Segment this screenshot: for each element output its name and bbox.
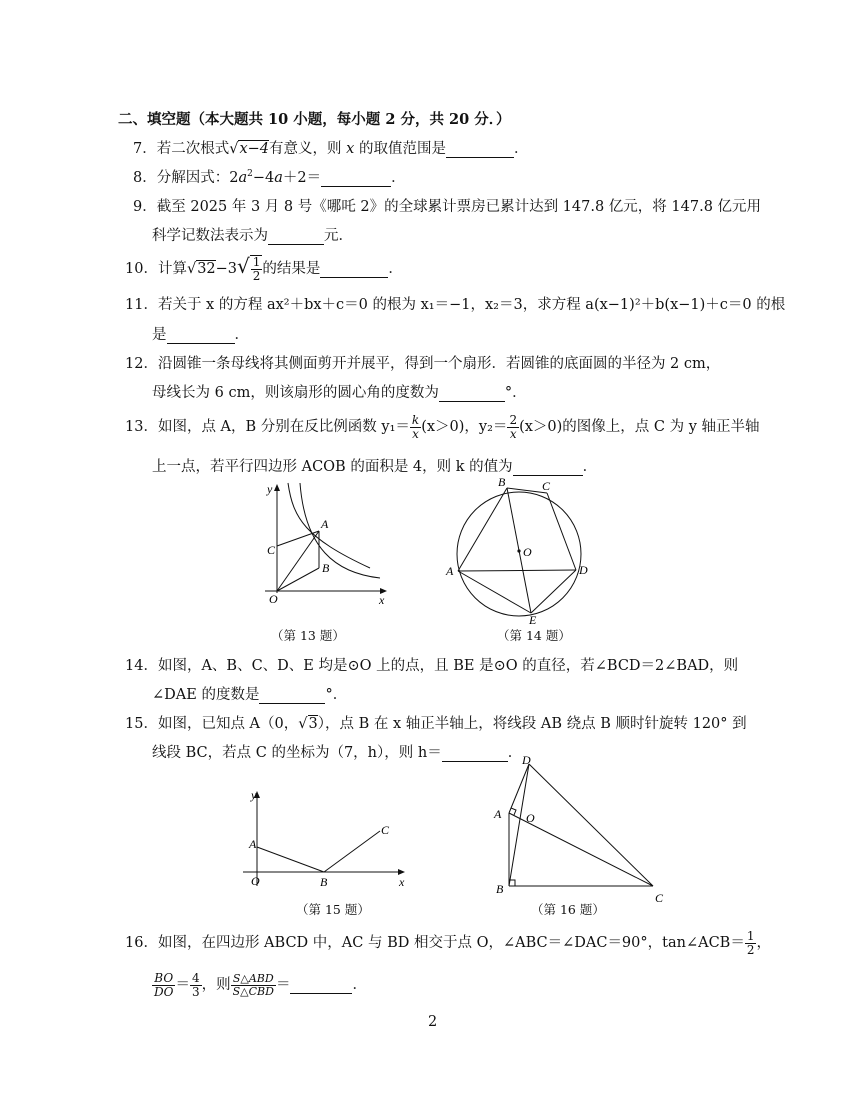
answer-blank [290, 977, 352, 994]
answer-blank [167, 327, 235, 344]
denominator: S△CBD [232, 984, 274, 998]
question-9 [133, 195, 761, 216]
question-14-line2 [152, 683, 347, 704]
text: ∠DAE 的度数是 [152, 687, 260, 703]
label-A: A [249, 837, 257, 851]
numerator: BO [152, 972, 175, 986]
text: ， [756, 935, 771, 952]
text: 截至 2025 年 3 月 8 号《哪吒 2》的全球累计票房已累计达到 147.8 亿元，将 147.8 亿元用 [156, 199, 762, 215]
y-arrow [274, 484, 280, 491]
question-number: 8． [133, 170, 157, 186]
text: ． [582, 459, 598, 475]
denominator: 2 [252, 269, 261, 283]
seg-AD [509, 764, 529, 813]
text: ． [388, 261, 403, 277]
text: 的取值范围是 [354, 141, 446, 157]
denominator: x [509, 426, 517, 441]
answer-blank [259, 687, 325, 704]
numerator: 1 [252, 255, 261, 270]
question-9-line2 [152, 224, 353, 245]
numerator: S△ABD [231, 973, 276, 986]
caption-15: （第 15 题） [296, 902, 370, 917]
question-15-line2 [152, 741, 522, 762]
question-7: 7．若二次根式√x−4有意义，则 x 的取值范围是 ． [133, 141, 529, 157]
label-D: D [522, 753, 531, 767]
circle-O [457, 492, 581, 616]
question-11 [125, 293, 785, 314]
question-12-line2 [152, 381, 527, 402]
label-B: B [498, 475, 506, 489]
variable: a [238, 170, 248, 186]
text: −3 [215, 261, 238, 277]
figure-13 [255, 478, 395, 628]
label-A: A [494, 807, 502, 821]
text: 的结果是 [262, 261, 321, 277]
numerator: 1 [746, 929, 755, 943]
text: (x＞0)，y₂＝ [421, 419, 508, 436]
label-C: C [267, 543, 276, 557]
text: ），点 B 在 x 轴正半轴上，将线段 AB 绕点 B 顺时针旋转 120° 到 [317, 716, 747, 732]
question-14 [125, 654, 738, 675]
label-O: O [523, 545, 532, 559]
question-13-line2 [152, 455, 597, 476]
radicand: 3 [308, 716, 318, 732]
label-A: A [446, 564, 454, 578]
denominator: 2 [746, 942, 755, 957]
label-O: O [526, 811, 535, 825]
seg-OA [277, 531, 319, 591]
text: 计算 [157, 261, 187, 277]
answer-blank [321, 170, 391, 187]
question-11-line2 [152, 323, 249, 344]
label-O: O [251, 874, 260, 888]
question-16 [125, 930, 771, 956]
answer-blank [446, 141, 514, 158]
denominator: DO [154, 984, 174, 999]
label-E: E [529, 613, 537, 627]
numerator: 2 [509, 413, 518, 427]
seg-AD [458, 570, 576, 571]
question-number: 16． [125, 935, 158, 952]
variable: x [346, 141, 355, 157]
fraction [152, 972, 175, 998]
text: 如图，已知点 A（0， [157, 716, 299, 732]
numerator: k [411, 413, 420, 427]
variable: a [274, 170, 283, 186]
curve-2 [300, 483, 380, 578]
label-A: A [321, 517, 329, 531]
answer-blank [268, 228, 324, 245]
fraction [507, 414, 519, 440]
label-B: B [322, 561, 330, 575]
text: (x＞0)的图像上，点 C 为 y 轴正半轴 [519, 419, 760, 436]
question-number: 15． [125, 716, 158, 732]
seg-CA [277, 531, 319, 546]
center-dot [517, 549, 520, 552]
text: ． [391, 170, 406, 186]
seg-AB [257, 847, 324, 872]
radicand: 32 [197, 261, 216, 277]
question-16-line2 [152, 972, 367, 998]
fraction [190, 972, 202, 998]
question-number: 11． [125, 297, 158, 313]
text: ＋2＝ [282, 170, 322, 186]
text: °． [504, 385, 527, 401]
label-x: x [379, 593, 385, 607]
text: 线段 BC，若点 C 的坐标为（7，h），则 h＝ [152, 745, 442, 761]
radicand: x−4 [239, 141, 270, 157]
question-number: 10． [125, 261, 158, 277]
seg-OB [277, 568, 319, 591]
seg-AE [458, 571, 531, 613]
text: 若关于 x 的方程 ax²＋bx＋c＝0 的根为 x₁＝−1，x₂＝3，求方程 a(x−1)²＋b(x−1)＋c＝0 的根 [157, 297, 786, 313]
seg-BC [324, 831, 380, 872]
question-15: 15．如图，已知点 A（0，√3），点 B 在 x 轴正半轴上，将线段 AB 绕点 B 顺时针旋转 120° 到 [125, 716, 747, 732]
text: ． [507, 745, 523, 761]
denominator: 3 [191, 984, 200, 999]
fraction [410, 414, 421, 440]
text: 沿圆锥一条母线将其侧面剪开并展平，得到一个扇形．若圆锥的底面圆的半径为 2 cm， [157, 356, 721, 372]
text: 如图，点 A，B 分别在反比例函数 y₁＝ [157, 419, 410, 436]
caption-13: （第 13 题） [271, 628, 345, 643]
answer-blank [439, 385, 505, 402]
label-C: C [542, 479, 551, 493]
section-title: 二、填空题（本大题共 10 小题，每小题 2 分，共 20 分．） [118, 111, 511, 128]
numerator: 4 [191, 971, 200, 985]
caption-16: （第 16 题） [531, 902, 605, 917]
question-12 [125, 352, 720, 373]
label-y: y [267, 482, 273, 496]
text: ． [234, 327, 249, 343]
label-y: y [251, 788, 257, 802]
answer-blank [320, 261, 388, 278]
question-13 [125, 414, 760, 440]
text: °． [325, 687, 348, 703]
text: 分解因式：2 [156, 170, 239, 186]
fraction [231, 973, 276, 997]
page-number: 2 [428, 1014, 438, 1030]
fraction [250, 255, 263, 282]
text: ＝ [175, 977, 190, 994]
denominator: x [412, 426, 419, 441]
figure-15 [240, 786, 420, 896]
label-C: C [381, 823, 390, 837]
text: ，则 [201, 977, 231, 994]
label-C: C [655, 891, 664, 905]
text: 元． [324, 228, 353, 244]
question-8 [133, 166, 406, 187]
curve-k [288, 483, 370, 568]
question-number: 7． [133, 141, 157, 157]
label-B: B [320, 875, 328, 889]
text: ． [352, 977, 367, 994]
seg-CD [547, 493, 576, 570]
question-number: 13． [125, 419, 158, 436]
seg-AB [458, 488, 507, 571]
figure-14 [443, 474, 603, 629]
text: ＝ [275, 977, 291, 994]
exponent: 2 [247, 169, 253, 180]
text: 母线长为 6 cm，则该扇形的圆心角的度数为 [152, 385, 439, 401]
label-O: O [269, 592, 278, 606]
question-number: 9． [133, 199, 157, 215]
question-number: 12． [125, 356, 158, 372]
text: ． [513, 141, 529, 157]
question-number: 14． [125, 658, 158, 674]
label-x: x [399, 875, 405, 889]
text: 如图，在四边形 ABCD 中，AC 与 BD 相交于点 O，∠ABC＝∠DAC＝90°，tan∠ACB＝ [157, 935, 745, 952]
text: 上一点，若平行四边形 ACOB 的面积是 4，则 k 的值为 [152, 459, 513, 475]
text: −4 [252, 170, 275, 186]
caption-14: （第 14 题） [497, 628, 571, 643]
text: 如图，A、B、C、D、E 均是⊙O 上的点，且 BE 是⊙O 的直径，若∠BCD＝2∠BAD，则 [157, 658, 739, 674]
figure-16 [489, 753, 679, 906]
text: 科学记数法表示为 [152, 228, 268, 244]
fraction [745, 930, 757, 956]
seg-DC [529, 764, 653, 886]
label-D: D [579, 563, 588, 577]
text: 若二次根式 [156, 141, 230, 157]
seg-DE [531, 570, 576, 613]
text: 有意义，则 [269, 141, 347, 157]
label-B: B [496, 882, 504, 896]
text: 是 [152, 327, 167, 343]
question-10: 10．计算√32−3√ $\frac{1}{2}$ 的结果是 ． [125, 254, 403, 283]
seg-BD [509, 764, 529, 886]
